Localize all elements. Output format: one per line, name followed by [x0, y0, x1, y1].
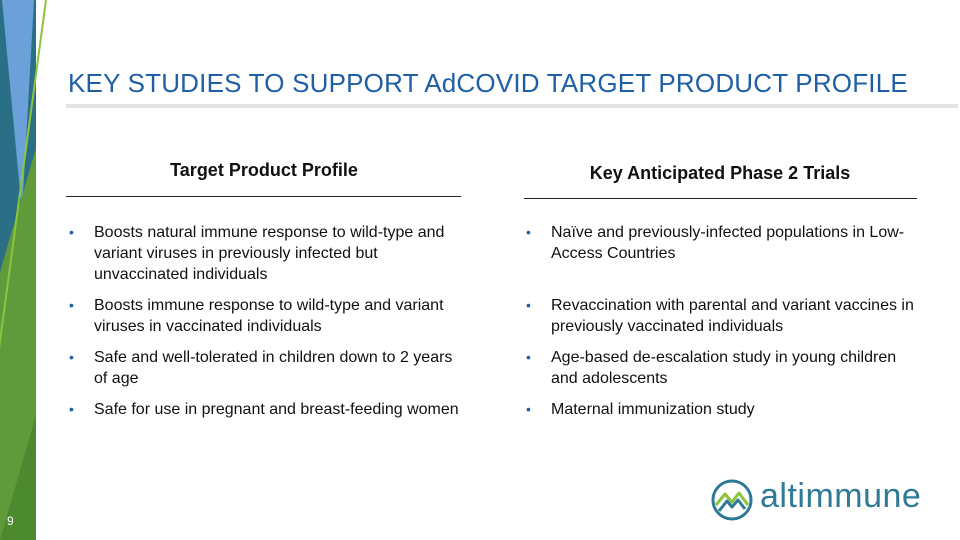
left-column-heading: Target Product Profile: [170, 160, 358, 180]
slide-title: KEY STUDIES TO SUPPORT AdCOVID TARGET PRODUCT PROFILE: [68, 68, 908, 98]
list-item: • Age-based de-escalation study in young children and adolescents: [526, 349, 897, 387]
bullet-icon: •: [69, 224, 74, 240]
list-item: • Safe and well-tolerated in children down to 2 years of age: [69, 349, 453, 387]
list-item: • Boosts immune response to wild-type and variant viruses in vaccinated individuals: [69, 297, 444, 335]
bullet-icon: •: [69, 401, 74, 417]
left-bullet-list: [68, 222, 468, 420]
right-column-heading: Key Anticipated Phase 2 Trials: [589, 163, 851, 183]
right-column-rule: [524, 198, 917, 199]
list-item: • Naïve and previously-infected populations in Low-Access Countries: [526, 224, 905, 262]
bullet-icon: •: [526, 224, 531, 240]
list-item: • Boosts natural immune response to wild-type and variant viruses in previously infected but unvaccinated individuals: [69, 224, 445, 283]
page-number: 9: [7, 514, 14, 528]
list-item: • Safe for use in pregnant and breast-feeding women: [69, 401, 459, 418]
list-item: • Maternal immunization study: [526, 401, 755, 418]
list-item: • Revaccination with parental and variant vaccines in previously vaccinated individuals: [526, 297, 914, 335]
logo-wordmark: altimmune: [760, 477, 922, 515]
bullet-icon: •: [526, 349, 531, 365]
title-underline: [66, 104, 958, 108]
bullet-icon: •: [69, 349, 74, 365]
altimmune-logo: [710, 478, 942, 522]
bullet-icon: •: [526, 401, 531, 417]
bullet-icon: •: [69, 297, 74, 313]
altimmune-mountain-icon: [710, 478, 754, 522]
right-bullet-list: [525, 222, 925, 420]
left-column-rule: [66, 196, 461, 197]
bullet-icon: •: [526, 297, 531, 313]
